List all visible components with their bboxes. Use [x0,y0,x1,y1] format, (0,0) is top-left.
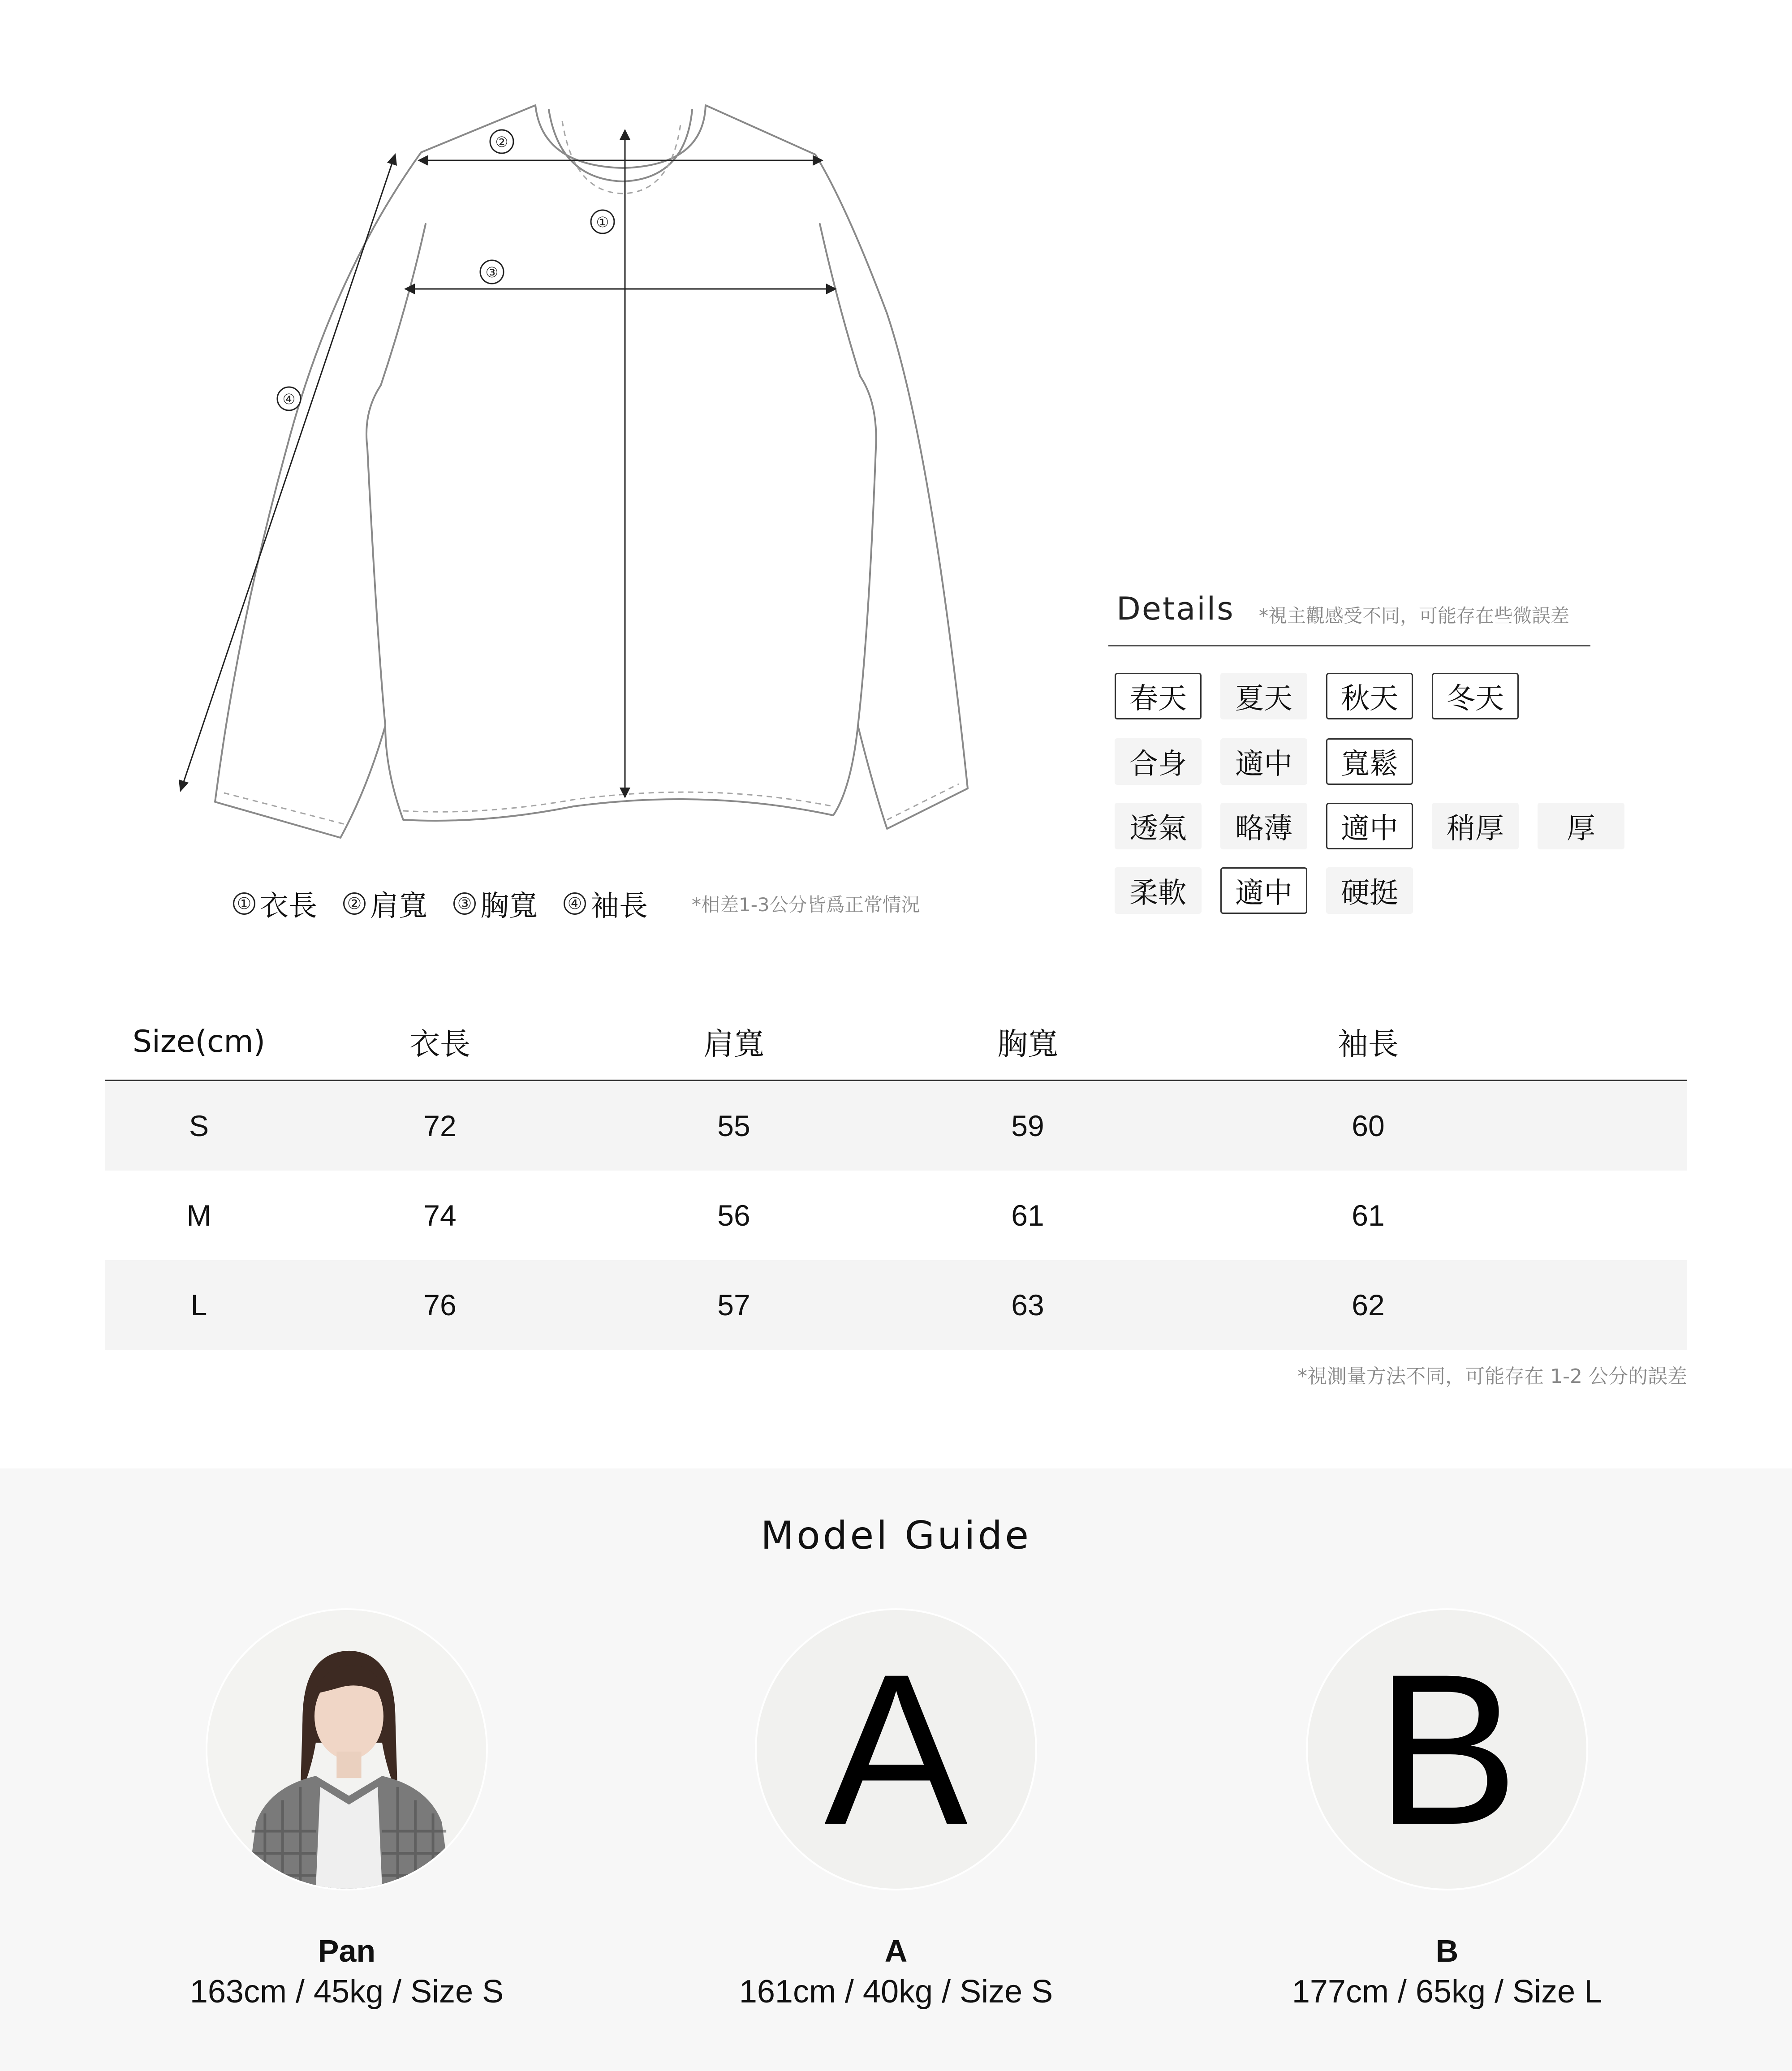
legend-item-chest [453,883,538,924]
model-card-pan [145,1608,548,2010]
details-divider [1108,645,1590,646]
table-cell: 72 [423,1109,457,1142]
detail-chip: 略薄 [1220,803,1307,849]
legend-number: ② [343,892,366,915]
details-row-season [1115,673,1538,719]
avatar [206,1608,488,1890]
table-note: *視測量方法不同，可能存在 1-2 公分的誤差 [1297,1365,1687,1388]
table-cell: M [186,1199,211,1232]
legend-number: ③ [453,892,476,915]
avatar [1306,1608,1588,1890]
marker-1 [591,210,614,233]
legend-label: 肩寬 [370,890,427,923]
header-cell: 衣長 [409,1026,470,1062]
model-card-a [694,1608,1098,2010]
header-cell: Size(cm) [132,1024,266,1059]
table-cell: 55 [717,1109,750,1142]
details-note: *視主觀感受不同，可能存在些微誤差 [1259,605,1570,627]
table-cell: L [190,1288,207,1322]
legend-label: 胸寬 [480,890,538,923]
model-card-b [1245,1608,1649,2010]
svg-text:④: ④ [282,391,296,408]
header-cell: 肩寬 [703,1026,764,1062]
avatar-letter: B [1375,1629,1519,1869]
detail-chip: 適中 [1326,803,1413,849]
table-cell: 74 [423,1199,457,1232]
detail-chip: 適中 [1220,867,1307,914]
garment-diagram [170,90,1021,851]
avatar [755,1608,1037,1890]
table-cell: 59 [1011,1109,1044,1142]
details-row-texture [1115,867,1432,914]
model-spec: 163cm / 45kg / Size S [190,1974,504,2010]
table-cell: 62 [1352,1288,1385,1322]
legend-item-shoulder [343,883,427,924]
detail-chip: 秋天 [1326,673,1413,719]
detail-chip: 適中 [1220,738,1307,785]
legend-item-sleeve [564,883,648,924]
table-cell: 56 [717,1199,750,1232]
legend-note: *相差1-3公分皆爲正常情況 [692,894,920,916]
header-cell: 袖長 [1337,1026,1399,1062]
legend-label: 衣長 [260,890,317,923]
table-cell: 60 [1352,1109,1385,1142]
measurement-legend [233,883,920,924]
marker-4 [277,387,301,410]
model-name: A [884,1933,908,1968]
marker-2 [490,130,513,153]
model-photo-icon [207,1608,486,1890]
details-title: Details [1116,590,1235,627]
model-guide-title: Model Guide [760,1513,1032,1558]
model-name: Pan [318,1933,376,1968]
legend-number: ① [233,892,255,915]
legend-label: 袖長 [590,890,648,923]
detail-chip: 冬天 [1432,673,1519,719]
svg-text:③: ③ [485,264,499,281]
legend-number: ④ [564,892,586,915]
model-name: B [1435,1933,1459,1968]
detail-chip: 合身 [1115,738,1202,785]
marker-3 [480,260,504,284]
model-spec: 161cm / 40kg / Size S [739,1974,1053,2010]
legend-item-length [233,883,317,924]
table-header [105,1003,1687,1081]
detail-chip: 柔軟 [1115,867,1202,914]
detail-chip: 寬鬆 [1326,738,1413,785]
detail-chip: 稍厚 [1432,803,1519,849]
table-row [105,1171,1687,1260]
table-cell: 63 [1011,1288,1044,1322]
detail-chip: 春天 [1115,673,1202,719]
details-row-thickness [1115,803,1643,849]
details-row-fit [1115,738,1432,785]
size-table [105,1003,1687,1350]
detail-chip: 厚 [1538,803,1624,849]
table-cell: 76 [423,1288,457,1322]
detail-chip: 夏天 [1220,673,1307,719]
avatar-letter: A [824,1629,968,1869]
model-spec: 177cm / 65kg / Size L [1292,1974,1602,2010]
table-row [105,1260,1687,1350]
detail-chip: 透氣 [1115,803,1202,849]
table-cell: 61 [1352,1199,1385,1232]
detail-chip: 硬挺 [1326,867,1413,914]
header-cell: 胸寬 [997,1026,1058,1062]
table-cell: 57 [717,1288,750,1322]
table-cell: 61 [1011,1199,1044,1232]
table-cell: S [189,1109,209,1142]
svg-text:①: ① [596,214,609,231]
table-row [105,1081,1687,1171]
svg-text:②: ② [495,133,508,151]
